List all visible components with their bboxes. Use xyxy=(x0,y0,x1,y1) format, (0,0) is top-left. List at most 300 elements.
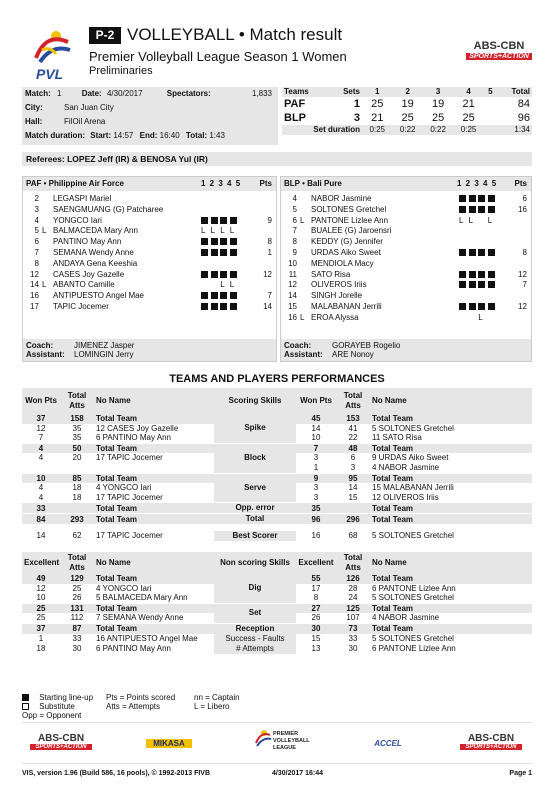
nonscoring-name-a: 7 SEMANA Wendy Anne xyxy=(96,613,184,623)
scoring-name-a: Total Team xyxy=(94,514,214,524)
set-played-square xyxy=(220,303,227,310)
set-played-square xyxy=(211,271,218,278)
player-name: MALABANAN Jerrili xyxy=(311,302,382,311)
player-name: ABANTO Camille xyxy=(53,280,115,290)
player-number: 8 xyxy=(34,258,39,268)
set-duration-total: 1:34 xyxy=(514,125,530,134)
spectators-label: Spectators: xyxy=(166,89,211,98)
player-name: BALMACEDA Mary Ann xyxy=(53,226,138,236)
player-points: 9 xyxy=(267,215,272,225)
player-number: 14 xyxy=(288,291,297,301)
nonscoring-won-a: 1 xyxy=(38,634,44,644)
scoring-row xyxy=(22,414,532,424)
nonscoring-name-a: Total Team xyxy=(94,604,214,614)
team-b-title: BLP • Bali Pure xyxy=(284,179,342,188)
nonscoring-name-b: Total Team xyxy=(370,574,532,584)
score-team-b-set5 xyxy=(484,111,497,125)
set-played-square xyxy=(478,271,485,278)
set-played-square xyxy=(230,271,237,278)
player-name: URDAS Aiko Sweet xyxy=(311,248,381,257)
scoring-won-a xyxy=(22,463,60,473)
set-played-square xyxy=(211,249,218,256)
score-team-b: BLP xyxy=(284,112,306,124)
score-team-a-sets: 1 xyxy=(353,98,360,110)
scoring-atts-a: 18 xyxy=(72,483,82,493)
scoring-name-b: 9 URDAS Aiko Sweet xyxy=(372,453,449,463)
team-b-player-row xyxy=(281,226,531,235)
player-number: 10 xyxy=(288,258,297,268)
team-a-coach: JIMENEZ Jasper xyxy=(74,341,135,350)
legend-atts: Atts = Attempts xyxy=(106,702,161,711)
footer-page: Page 1 xyxy=(509,770,532,777)
player-number: 12 xyxy=(288,280,297,290)
set-duration-4: 0:25 xyxy=(460,125,477,134)
scoring-name-b: 5 SOLTONES Gretchel xyxy=(372,423,454,433)
set-libero-mark: L xyxy=(459,215,464,225)
nonscoring-name-b: 6 PANTONE Lizlee Ann xyxy=(372,644,456,654)
nonscoring-won-a: 18 xyxy=(36,644,46,654)
city-label: City: xyxy=(25,103,43,112)
score-header-set4: 4 xyxy=(466,87,471,96)
scoring-won-a: 4 xyxy=(38,492,44,502)
player-number: 4 xyxy=(34,215,39,225)
scoring-atts-a: 50 xyxy=(60,444,94,454)
scoring-atts-b: 14 xyxy=(348,483,358,493)
scoring-atts-a: 35 xyxy=(72,423,82,433)
scoring-header-won-b: Won Pts xyxy=(300,396,332,405)
team-b-player-row xyxy=(281,237,531,246)
scoring-won-b: 3 xyxy=(313,492,319,502)
scoring-header-atts-a: Total Atts xyxy=(67,391,87,410)
player-name: NABOR Jasmine xyxy=(311,194,372,203)
team-b-player-list xyxy=(281,191,531,321)
page-title: VOLLEYBALL • Match result xyxy=(127,25,343,44)
start-label: Start: xyxy=(90,131,112,140)
scoring-won-a: 33 xyxy=(22,503,60,513)
nonscoring-atts-a: 30 xyxy=(72,644,82,654)
set-played-square xyxy=(469,249,476,256)
set-libero-mark: L xyxy=(487,215,493,225)
set-played-square xyxy=(230,303,237,310)
score-table xyxy=(282,87,532,135)
set-played-square xyxy=(478,281,485,288)
skill-name: Opp. error xyxy=(214,503,296,513)
nonscoring-header-name-b: No Name xyxy=(372,558,407,568)
city-value: San Juan City xyxy=(64,103,114,112)
libero-mark: L xyxy=(42,280,47,290)
nonscoring-header-name-a: No Name xyxy=(96,558,131,568)
nonscoring-won-b: 30 xyxy=(296,624,336,634)
player-number: 16 xyxy=(30,291,39,301)
scoring-name-b: 12 OLIVEROS Iriis xyxy=(372,492,439,502)
scoring-name-a: 17 TAPIC Jocemer xyxy=(96,453,163,463)
match-info-panel xyxy=(22,87,278,145)
total-label: Total: xyxy=(185,131,208,140)
player-number: 4 xyxy=(292,194,297,203)
scoring-atts-b: 3 xyxy=(350,462,356,472)
scoring-atts-b: 296 xyxy=(336,514,370,524)
score-team-b-total: 96 xyxy=(517,112,530,124)
referees-text: Referees: LOPEZ Jeff (IR) & BENOSA Yul (IR) xyxy=(26,154,208,164)
total-value: 1:43 xyxy=(209,131,225,140)
nonscoring-atts-a: 26 xyxy=(72,593,82,603)
nonscoring-atts-a: 87 xyxy=(60,624,94,634)
score-team-b-set1: 21 xyxy=(371,112,384,124)
scoring-won-a: 4 xyxy=(38,483,44,493)
skill-name: Spike xyxy=(214,414,296,443)
nonscoring-name-b: 5 SOLTONES Gretchel xyxy=(372,593,454,603)
player-number: 16 xyxy=(288,312,297,322)
spacer-row xyxy=(22,654,532,655)
set-played-square xyxy=(478,206,485,213)
nonscoring-won-b: 8 xyxy=(313,593,319,603)
libero-mark: L xyxy=(300,312,305,322)
nonscoring-atts-a: 33 xyxy=(72,634,82,644)
start-value: 14:57 xyxy=(113,131,134,140)
scoring-header-atts-b: Total Atts xyxy=(343,391,363,410)
team-a-title: PAF • Philippine Air Force xyxy=(26,179,124,188)
scoring-won-a: 4 xyxy=(38,453,44,463)
team-b-player-row xyxy=(281,291,531,300)
set-played-square xyxy=(211,217,218,224)
substitute-square xyxy=(22,703,29,710)
set-played-square xyxy=(201,238,208,245)
nonscoring-atts-a: 112 xyxy=(70,613,84,623)
scoring-won-a: 84 xyxy=(22,514,60,524)
set-libero-mark: L xyxy=(478,312,483,322)
score-header-set5: 5 xyxy=(488,87,493,96)
team-b-player-row xyxy=(281,194,531,203)
footer-version: VIS, version 1.96 (Build 586, 16 pools), © 1992-2013 FIVB xyxy=(22,770,211,777)
stage-name: Preliminaries xyxy=(89,65,153,77)
scoring-table xyxy=(22,388,532,541)
date-label: Date: xyxy=(81,89,102,98)
nonscoring-won-a: 25 xyxy=(36,613,46,623)
set-played-square xyxy=(459,249,466,256)
set-played-square xyxy=(488,303,495,310)
team-b-player-row xyxy=(281,313,531,322)
player-number: 5 xyxy=(34,226,39,236)
hall-value: FilOil Arena xyxy=(64,117,106,126)
skill-name: Dig xyxy=(214,574,296,603)
player-name: PANTONE Lizlee Ann xyxy=(311,215,389,225)
set-played-square xyxy=(211,303,218,310)
score-team-b-sets: 3 xyxy=(353,112,360,124)
team-b-player-row xyxy=(281,248,531,257)
set-played-square xyxy=(201,249,208,256)
nonscoring-atts-a: 131 xyxy=(60,604,94,614)
match-date: 4/30/2017 xyxy=(106,89,143,98)
scoring-won-b: 7 xyxy=(296,444,336,454)
scoring-header-skills: Scoring Skills xyxy=(228,396,282,405)
team-a-player-row xyxy=(23,302,276,311)
libero-mark: L xyxy=(300,215,305,225)
footer xyxy=(22,770,532,780)
player-points: 14 xyxy=(263,302,272,311)
nonscoring-row xyxy=(22,624,532,634)
set-played-square xyxy=(488,195,495,202)
score-header-set2: 2 xyxy=(405,87,410,96)
scoring-name-b: 11 SATO Risa xyxy=(372,433,422,443)
team-b-sets-header: 1 2 3 4 5 xyxy=(457,179,497,188)
score-team-a-set3: 19 xyxy=(432,98,445,110)
score-team-b-set3: 25 xyxy=(432,112,445,124)
sponsor-abscbn-left: ABS-CBN SPORTS+ACTION xyxy=(30,733,92,750)
team-a-player-row xyxy=(23,248,276,257)
nonscoring-row xyxy=(22,604,532,614)
set-libero-mark: L xyxy=(210,226,216,236)
nonscoring-atts-a: 129 xyxy=(60,574,94,584)
team-a-player-row xyxy=(23,194,276,203)
set-libero-mark: L xyxy=(229,226,235,236)
duration-label: Match duration: xyxy=(25,131,85,140)
team-a-player-row xyxy=(23,226,276,235)
scoring-atts-a: 158 xyxy=(60,414,94,424)
team-a-pts-header: Pts xyxy=(259,179,272,188)
skill-name: Reception Success - Faults # Attempts xyxy=(214,624,296,654)
nonscoring-won-b: 15 xyxy=(311,634,321,644)
scoring-won-b: 14 xyxy=(311,423,321,433)
team-a-assistant-label: Assistant: xyxy=(26,350,65,359)
set-played-square xyxy=(469,195,476,202)
nonscoring-name-b: 4 NABOR Jasmine xyxy=(372,613,440,623)
player-number: 7 xyxy=(34,248,39,257)
set-duration-3: 0:22 xyxy=(430,125,446,134)
scoring-name-b: Total Team xyxy=(370,474,532,484)
set-played-square xyxy=(478,249,485,256)
nonscoring-name-a: 16 ANTIPUESTO Angel Mae xyxy=(96,634,198,644)
player-number: 9 xyxy=(292,248,297,257)
set-played-square xyxy=(220,238,227,245)
player-number: 12 xyxy=(30,269,39,279)
score-team-a-set2: 19 xyxy=(401,98,414,110)
scoring-name-a: 4 YONGCO Iari xyxy=(96,483,152,493)
set-played-square xyxy=(469,271,476,278)
best-scorer-won-a: 14 xyxy=(36,531,46,541)
legend-captain: nn = Captain xyxy=(194,693,240,702)
score-team-a: PAF xyxy=(284,98,306,110)
scoring-won-a: 12 xyxy=(36,423,46,433)
team-a-player-row xyxy=(23,216,276,225)
nonscoring-header-skills: Non scoring Skills xyxy=(220,558,290,567)
set-played-square xyxy=(469,206,476,213)
nonscoring-atts-b: 33 xyxy=(348,634,358,644)
set-played-square xyxy=(220,292,227,299)
team-b-assistant: ARE Nonoy xyxy=(332,350,374,359)
nonscoring-header-exc-a: Excellent xyxy=(24,558,60,568)
player-name: ANTIPUESTO Angel Mae xyxy=(53,291,144,301)
team-a-assistant: LOMINGIN Jerry xyxy=(74,350,134,359)
set-played-square xyxy=(469,303,476,310)
scoring-name-b: Total Team xyxy=(370,414,532,424)
scoring-won-a: 4 xyxy=(22,444,60,454)
best-scorer-row xyxy=(22,531,532,541)
scoring-name-a: Total Team xyxy=(94,474,214,484)
team-a-player-row xyxy=(23,291,276,300)
skill-name: Set xyxy=(214,604,296,623)
scoring-row xyxy=(22,474,532,484)
player-name: EROA Alyssa xyxy=(311,312,359,322)
score-team-b-set2: 25 xyxy=(401,112,414,124)
best-scorer-won-b: 16 xyxy=(311,531,321,541)
scoring-won-a: 7 xyxy=(38,433,44,443)
scoring-atts-b: 153 xyxy=(336,414,370,424)
scoring-atts-a: 35 xyxy=(72,433,82,443)
set-played-square xyxy=(459,206,466,213)
nonscoring-header-exc-b: Excellent xyxy=(298,558,334,568)
scoring-atts-b: 41 xyxy=(348,423,358,433)
set-libero-mark: L xyxy=(220,226,225,236)
scoring-atts-b: 22 xyxy=(348,433,358,443)
player-name: KEDDY (G) Jennifer xyxy=(311,237,383,247)
score-header-total: Total xyxy=(511,87,530,96)
nonscoring-header-atts-b: Total Atts xyxy=(343,553,363,572)
set-played-square xyxy=(459,281,466,288)
player-points: 7 xyxy=(267,291,272,301)
player-name: PANTINO May Ann xyxy=(53,237,122,247)
set-played-square xyxy=(230,217,237,224)
sponsor-mikasa: MIKASA xyxy=(146,739,192,748)
sponsor-strip xyxy=(22,722,532,764)
starting-lineup-square xyxy=(22,694,29,701)
player-name: LEGASPI Mariel xyxy=(53,194,112,203)
sponsor-accel: ACCEL xyxy=(374,739,402,748)
player-points: 8 xyxy=(267,237,272,247)
legend-libero: L = Libero xyxy=(194,702,230,711)
team-a-coach-label: Coach: xyxy=(26,341,54,350)
team-a-player-row xyxy=(23,237,276,246)
nonscoring-won-b: 55 xyxy=(296,574,336,584)
team-b-roster xyxy=(280,176,532,362)
team-b-player-row xyxy=(281,280,531,289)
scoring-name-a xyxy=(94,463,214,473)
player-name: MENDIOLA Macy xyxy=(311,258,374,268)
scoring-header-name-a: No Name xyxy=(96,396,131,406)
nonscoring-won-b: 26 xyxy=(311,613,321,623)
nonscoring-won-b: 17 xyxy=(311,583,321,593)
team-b-coach: GORAYEB Rogelio xyxy=(332,341,401,350)
set-played-square xyxy=(201,217,208,224)
player-name: SOLTONES Gretchel xyxy=(311,204,387,214)
player-number: 17 xyxy=(30,302,39,311)
nonscoring-name-b: 6 PANTONE Lizlee Ann xyxy=(372,583,456,593)
best-scorer-label: Best Scorer xyxy=(214,531,296,541)
player-points: 7 xyxy=(522,280,527,290)
scoring-atts-a: 85 xyxy=(60,474,94,484)
nonscoring-atts-b: 30 xyxy=(348,644,358,654)
player-points: 12 xyxy=(518,302,527,311)
set-played-square xyxy=(488,271,495,278)
scoring-name-a: 6 PANTINO May Ann xyxy=(96,433,171,443)
set-played-square xyxy=(488,206,495,213)
scoring-atts-b: 6 xyxy=(350,453,356,463)
player-name: SAENGMUANG (G) Patcharee xyxy=(53,204,164,214)
set-played-square xyxy=(478,195,485,202)
set-duration-5 xyxy=(484,125,497,135)
nonscoring-won-a: 25 xyxy=(22,604,60,614)
set-played-square xyxy=(201,292,208,299)
player-points: 12 xyxy=(263,269,272,279)
scoring-won-b: 3 xyxy=(313,483,319,493)
scoring-atts-a xyxy=(60,463,94,473)
player-number: 3 xyxy=(34,204,39,214)
scoring-atts-a xyxy=(60,503,94,513)
team-b-pts-header: Pts xyxy=(514,179,527,188)
team-b-player-row xyxy=(281,205,531,214)
scoring-won-b: 1 xyxy=(313,462,319,472)
broadcaster-sub: SPORTS+ACTION xyxy=(466,53,532,60)
scoring-header-won-a: Won Pts xyxy=(25,396,57,405)
scoring-atts-a: 18 xyxy=(72,492,82,502)
set-played-square xyxy=(459,303,466,310)
scoring-atts-b: 95 xyxy=(336,474,370,484)
match-number: 1 xyxy=(57,89,62,98)
nonscoring-name-a: 5 BALMACEDA Mary Ann xyxy=(96,593,188,603)
player-name: CASES Joy Gazelle xyxy=(53,269,125,279)
scoring-won-b: 45 xyxy=(296,414,336,424)
player-name: YONGCO Iari xyxy=(53,215,102,225)
score-team-a-set5 xyxy=(484,97,497,111)
footer-printed: 4/30/2017 16:44 xyxy=(272,770,323,777)
score-header-teams: Teams xyxy=(284,87,309,96)
spectators-value: 1,833 xyxy=(251,89,272,98)
referees-bar xyxy=(22,152,532,166)
score-header-set1: 1 xyxy=(375,87,380,96)
skill-name: Block xyxy=(214,444,296,473)
broadcaster-name: ABS-CBN xyxy=(473,40,525,52)
player-number: 14 xyxy=(30,280,39,290)
set-libero-mark: L xyxy=(229,280,235,290)
pvl-logo-text: PVL xyxy=(36,66,64,82)
scoring-name-a: Total Team xyxy=(94,503,214,513)
player-number: 15 xyxy=(288,302,297,311)
nonscoring-won-a: 37 xyxy=(22,624,60,634)
team-a-player-row xyxy=(23,259,276,268)
nonscoring-name-a: 4 YONGCO Iari xyxy=(96,583,152,593)
scoring-won-b: 35 xyxy=(296,503,336,513)
best-scorer-atts-a: 62 xyxy=(72,531,82,541)
scoring-header-name-b: No Name xyxy=(372,396,407,406)
scoring-name-a: 12 CASES Joy Gazelle xyxy=(96,423,179,433)
scoring-row xyxy=(22,503,532,513)
hall-label: Hall: xyxy=(25,117,43,126)
document-badge: P-2 xyxy=(89,27,121,44)
legend-pts: Pts = Points scored xyxy=(106,693,176,702)
set-played-square xyxy=(469,281,476,288)
nonscoring-name-a: Total Team xyxy=(94,574,214,584)
nonscoring-atts-b: 28 xyxy=(348,583,358,593)
player-points: 6 xyxy=(522,194,527,203)
player-number: 8 xyxy=(292,237,297,247)
skill-name: Total xyxy=(214,514,296,524)
set-played-square xyxy=(201,271,208,278)
performances-title: TEAMS AND PLAYERS PERFORMANCES xyxy=(169,373,385,385)
team-b-player-row xyxy=(281,270,531,279)
set-duration-1: 0:25 xyxy=(369,125,386,134)
scoring-name-b: 15 MALABANAN Jerrili xyxy=(372,483,454,493)
skill-name: Serve xyxy=(214,474,296,503)
set-played-square xyxy=(459,271,466,278)
team-b-player-row xyxy=(281,216,531,225)
legend-starting: Starting line-up xyxy=(39,693,94,702)
score-header-sets: Sets xyxy=(343,87,360,96)
team-a-player-row xyxy=(23,270,276,279)
player-name: TAPIC Jocemer xyxy=(53,302,109,311)
nonscoring-won-b: 27 xyxy=(296,604,336,614)
team-a-player-list xyxy=(23,191,276,321)
player-number: 6 xyxy=(34,237,39,247)
nonscoring-atts-b: 24 xyxy=(348,593,358,603)
